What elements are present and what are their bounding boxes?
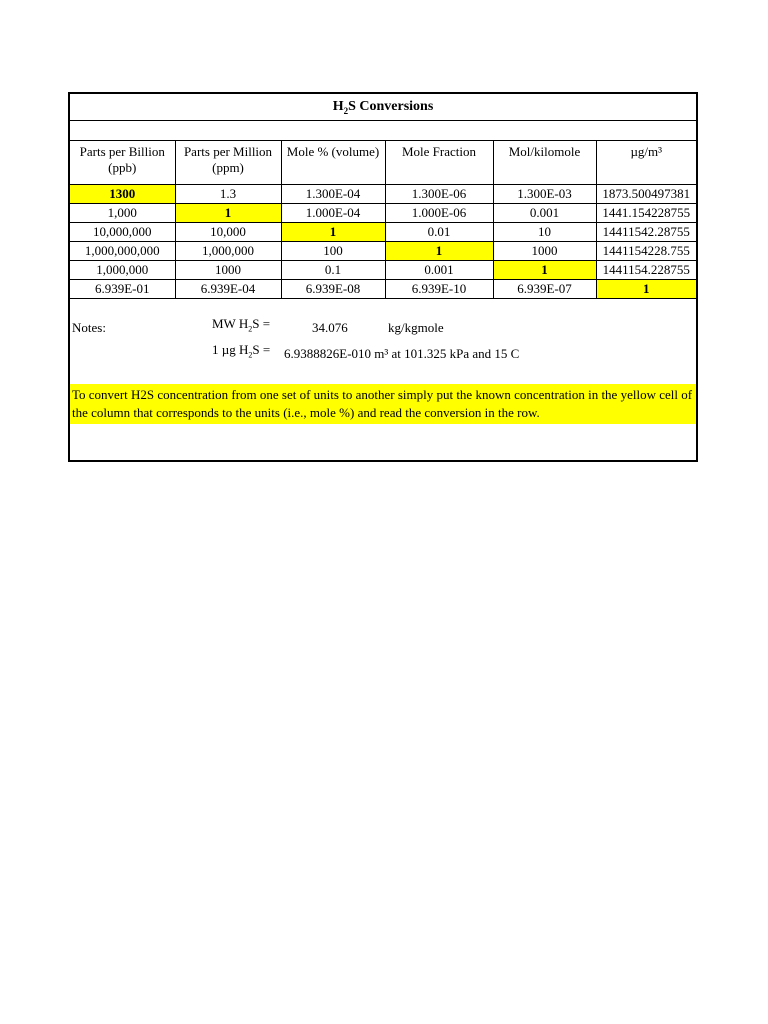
table-cell[interactable]: 1,000,000,000	[70, 242, 175, 261]
ug-value: 6.9388826E-010 m³ at 101.325 kPa and 15 C	[284, 346, 520, 361]
table-row	[70, 185, 696, 204]
sheet-title: $H_2S$ Conversions	[70, 94, 696, 121]
input-cell[interactable]: 1	[175, 204, 281, 223]
table-cell[interactable]: 14411542.28755	[596, 223, 696, 242]
table-row	[70, 223, 696, 242]
table-row	[70, 261, 696, 280]
table-cell[interactable]: 6.939E-01	[70, 280, 175, 299]
conversion-sheet	[68, 92, 698, 462]
table-cell[interactable]: 6.939E-08	[281, 280, 385, 299]
table-row	[70, 204, 696, 223]
input-cell[interactable]: 1	[385, 242, 493, 261]
table-cell[interactable]: 0.001	[385, 261, 493, 280]
input-cell[interactable]: 1	[493, 261, 596, 280]
table-cell[interactable]: 1.000E-06	[385, 204, 493, 223]
table-row	[70, 242, 696, 261]
table-cell[interactable]: 1441.154228755	[596, 204, 696, 223]
table-cell[interactable]: 1,000,000	[175, 242, 281, 261]
table-cell[interactable]: 0.001	[493, 204, 596, 223]
table-cell[interactable]: 1.300E-06	[385, 185, 493, 204]
mw-label: MW $H_2S$ =	[212, 316, 271, 334]
table-cell[interactable]: 6.939E-04	[175, 280, 281, 299]
input-cell[interactable]: 1300	[70, 185, 175, 204]
instructions-box: To convert H2S concentration from one set of units to another simply put the known concentration in the yellow cell of the column that corresponds to the units (i.e., mole %) and read the conversion in the row.	[70, 384, 696, 424]
header-ppb: Parts per Billion (ppb)	[70, 141, 175, 185]
table-cell[interactable]: 10	[493, 223, 596, 242]
table-cell[interactable]: 1873.500497381	[596, 185, 696, 204]
input-cell[interactable]: 1	[596, 280, 696, 299]
table-cell[interactable]: 1.3	[175, 185, 281, 204]
header-row	[70, 141, 696, 185]
header-ug-m3: µg/m³	[596, 141, 696, 185]
table-cell[interactable]: 1441154.228755	[596, 261, 696, 280]
table-cell[interactable]: 100	[281, 242, 385, 261]
table-cell[interactable]: 1.300E-04	[281, 185, 385, 204]
conversion-table	[70, 140, 696, 299]
table-cell[interactable]: 1,000	[70, 204, 175, 223]
mw-value: 34.076	[312, 320, 348, 335]
notes-label: Notes:	[72, 320, 106, 335]
header-ppm: Parts per Million (ppm)	[175, 141, 281, 185]
table-cell[interactable]: 1.000E-04	[281, 204, 385, 223]
table-cell[interactable]: 1.300E-03	[493, 185, 596, 204]
table-row	[70, 280, 696, 299]
table-cell[interactable]: 0.01	[385, 223, 493, 242]
header-mole-fraction: Mole Fraction	[385, 141, 493, 185]
header-mol-kilomole: Mol/kilomole	[493, 141, 596, 185]
table-cell[interactable]: 6.939E-07	[493, 280, 596, 299]
table-cell[interactable]: 0.1	[281, 261, 385, 280]
blank-row	[70, 120, 696, 141]
ug-label: 1 µg $H_2S$ =	[212, 342, 271, 360]
input-cell[interactable]: 1	[281, 223, 385, 242]
header-mole-percent: Mole % (volume)	[281, 141, 385, 185]
table-cell[interactable]: 1000	[175, 261, 281, 280]
table-cell[interactable]: 1,000,000	[70, 261, 175, 280]
table-cell[interactable]: 10,000	[175, 223, 281, 242]
mw-unit: kg/kgmole	[388, 320, 444, 335]
table-cell[interactable]: 1000	[493, 242, 596, 261]
table-cell[interactable]: 10,000,000	[70, 223, 175, 242]
table-cell[interactable]: 6.939E-10	[385, 280, 493, 299]
table-cell[interactable]: 1441154228.755	[596, 242, 696, 261]
